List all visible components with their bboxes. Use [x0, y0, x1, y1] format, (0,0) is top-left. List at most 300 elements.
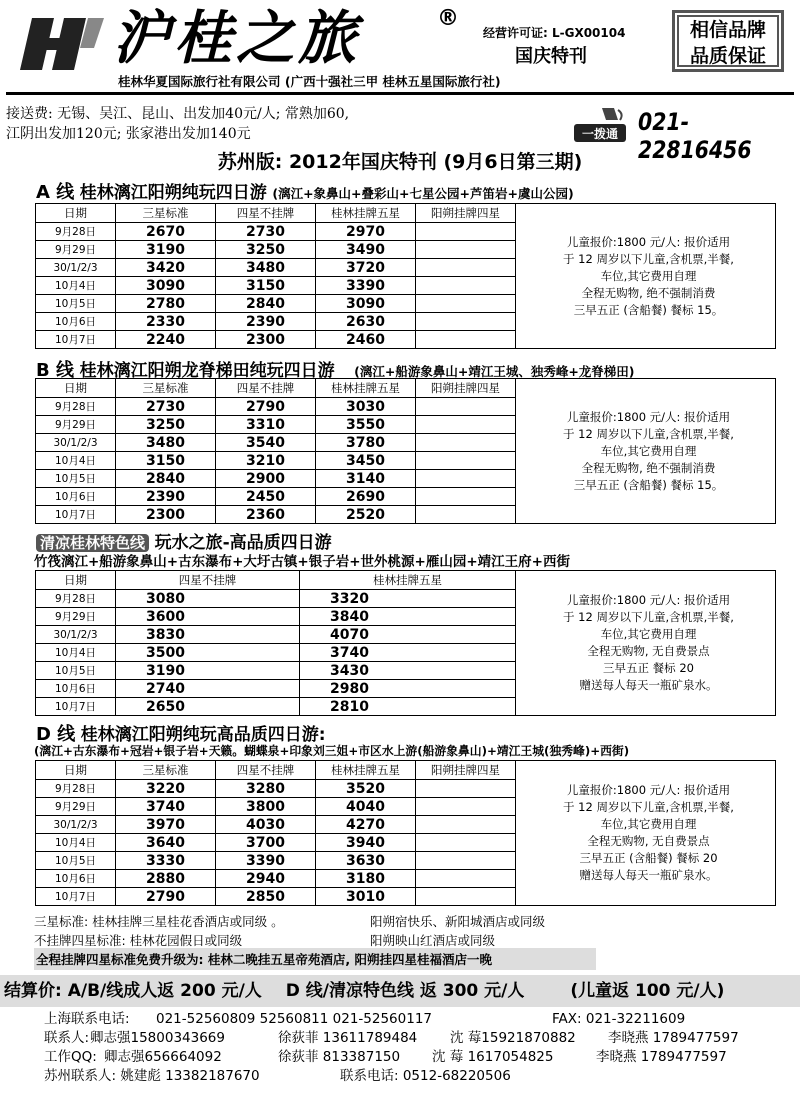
price-value: 2780 [146, 295, 185, 312]
price-cell [300, 590, 516, 608]
price-value: 3970 [146, 816, 185, 833]
price-value: 2520 [346, 506, 385, 523]
price-cell [216, 870, 316, 888]
price-cell [300, 626, 516, 644]
price-cell [316, 798, 416, 816]
edition-title: 苏州版: 2012年国庆特刊 (9月6日第三期) [217, 151, 583, 173]
header-divider [6, 92, 794, 95]
price-value: 2810 [330, 698, 369, 715]
column-header: 桂林挂牌五星 [316, 379, 416, 398]
price-cell [116, 590, 300, 608]
price-cell [316, 434, 416, 452]
table-header-row [36, 379, 776, 398]
price-cell [316, 259, 416, 277]
price-value: 3940 [346, 834, 385, 851]
hotline-number[interactable]: 021-22816456 [638, 108, 752, 164]
price-value: 2390 [146, 488, 185, 505]
date-cell: 10月4日 [36, 452, 116, 470]
price-value: 3550 [346, 416, 385, 433]
price-cell [216, 506, 316, 524]
note-line: 全程无购物, 绝不强制消费 [581, 460, 716, 475]
hotel-yangshuo-1: 阳朔宿快乐、新阳城酒店或同级 [370, 914, 546, 929]
price-value: 2690 [346, 488, 385, 505]
price-value: 2730 [246, 223, 285, 240]
price-cell [216, 223, 316, 241]
note-line: 三早五正 餐标 20 [603, 661, 694, 675]
price-value: 3390 [346, 277, 385, 294]
price-cell [116, 452, 216, 470]
price-value: 3220 [146, 780, 185, 797]
price-cell [216, 852, 316, 870]
price-value: 3640 [146, 834, 185, 851]
phone-icon [570, 104, 630, 144]
empty-cell [416, 434, 516, 452]
empty-cell [416, 241, 516, 259]
price-value: 3140 [346, 470, 385, 487]
sh-phone-label: 上海联系电话: [44, 1011, 130, 1027]
empty-cell [416, 452, 516, 470]
note-line: 赠送每人每天一瓶矿泉水。 [579, 678, 718, 692]
settlement-ab: 结算价: A/B/线成人返 200 元/人 [4, 981, 262, 1001]
price-value: 4030 [246, 816, 285, 833]
empty-cell [416, 506, 516, 524]
price-value: 3450 [346, 452, 385, 469]
price-value: 4040 [346, 798, 385, 815]
hotel-standards [34, 913, 594, 949]
note-line: 三早五正 (含船餐) 餐标 20 [579, 851, 718, 865]
price-value: 2390 [246, 313, 285, 330]
price-cell [316, 416, 416, 434]
price-cell [116, 331, 216, 349]
price-cell [116, 608, 300, 626]
empty-cell [416, 780, 516, 798]
price-value: 3420 [146, 259, 185, 276]
price-cell [116, 259, 216, 277]
note-line: 三早五正 (含船餐) 餐标 15。 [573, 477, 724, 492]
route-a-header [36, 178, 574, 204]
note-line: 赠送每人每天一瓶矿泉水。 [579, 868, 718, 882]
note-line: 全程无购物, 无自费景点 [587, 834, 710, 848]
route-c-price-table [35, 570, 776, 716]
date-cell: 9月28日 [36, 398, 116, 416]
badge-line-1: 相信品牌 [689, 19, 766, 41]
price-value: 3740 [330, 644, 369, 661]
price-cell [116, 698, 300, 716]
price-cell [216, 434, 316, 452]
sh-phone-numbers[interactable]: 021-52560809 52560811 021-52560117 [156, 1011, 432, 1027]
route-d-letter: D 线 [36, 724, 76, 745]
price-value: 3150 [246, 277, 285, 294]
note-line: 于 12 周岁以下儿童,含机票,半餐, [563, 610, 734, 624]
price-cell [116, 488, 216, 506]
date-cell: 10月6日 [36, 680, 116, 698]
empty-cell [416, 331, 516, 349]
price-cell [216, 416, 316, 434]
price-cell [300, 680, 516, 698]
route-c-itinerary: 竹筏漓江+船游象鼻山+古东瀑布+大圩古镇+银子岩+世外桃源+雁山园+靖江王府+西街 [34, 554, 570, 570]
empty-cell [416, 259, 516, 277]
route-a-name: 桂林漓江阳朔纯玩四日游 [79, 183, 267, 203]
date-cell: 10月7日 [36, 506, 116, 524]
price-value: 3700 [246, 834, 285, 851]
price-value: 3600 [146, 608, 185, 625]
route-a-price-table [35, 203, 776, 349]
child-price-note [516, 761, 776, 906]
note-line: 全程无购物, 绝不强制消费 [581, 285, 716, 300]
column-header: 四星不挂牌 [116, 571, 300, 590]
price-value: 3280 [246, 780, 285, 797]
hotel-three-star: 三星标准: 桂林挂牌三星桂花香酒店或同级 。 [34, 914, 284, 929]
column-header: 桂林挂牌五星 [316, 204, 416, 223]
price-value: 3310 [246, 416, 285, 433]
price-cell [316, 488, 416, 506]
date-cell: 10月5日 [36, 662, 116, 680]
contact-info [44, 1010, 784, 1086]
price-value: 2730 [146, 398, 185, 415]
date-cell: 10月5日 [36, 470, 116, 488]
qq-contact[interactable]: 沈 莓 1617054825 [432, 1049, 554, 1065]
note-line: 车位,其它费用自理 [600, 627, 697, 641]
note-line: 儿童报价:1800 元/人: 报价适用 [566, 783, 731, 797]
price-value: 3180 [346, 870, 385, 887]
route-a-itinerary: (漓江+象鼻山+叠彩山+七星公园+芦笛岩+虞山公园) [272, 186, 574, 201]
price-value: 3080 [146, 590, 185, 607]
price-cell [300, 662, 516, 680]
column-header: 四星不挂牌 [216, 761, 316, 780]
price-cell [216, 834, 316, 852]
price-cell [116, 313, 216, 331]
price-value: 3250 [246, 241, 285, 258]
empty-cell [416, 816, 516, 834]
column-header: 阳朔挂牌四星 [416, 204, 516, 223]
date-cell: 9月28日 [36, 590, 116, 608]
date-cell: 10月6日 [36, 313, 116, 331]
suzhou-contact-person[interactable]: 苏州联系人: 姚建彪 13382187670 [44, 1068, 260, 1084]
price-value: 3090 [346, 295, 385, 312]
empty-cell [416, 223, 516, 241]
price-value: 2300 [146, 506, 185, 523]
price-value: 3740 [146, 798, 185, 815]
note-line: 儿童报价:1800 元/人: 报价适用 [566, 593, 731, 607]
note-line: 儿童报价:1800 元/人: 报价适用 [566, 409, 731, 424]
date-cell: 30/1/2/3 [36, 259, 116, 277]
price-cell [116, 241, 216, 259]
price-cell [116, 626, 300, 644]
price-cell [116, 434, 216, 452]
suzhou-contact-phone[interactable]: 联系电话: 0512-68220506 [340, 1068, 511, 1084]
price-cell [116, 798, 216, 816]
badge-line-2: 品质保证 [689, 45, 766, 67]
table-header-row [36, 761, 776, 780]
price-cell [316, 241, 416, 259]
price-value: 3780 [346, 434, 385, 451]
price-cell [116, 416, 216, 434]
price-cell [216, 295, 316, 313]
price-value: 2850 [246, 888, 285, 905]
price-cell [116, 223, 216, 241]
column-header: 三星标准 [116, 379, 216, 398]
price-value: 4070 [330, 626, 369, 643]
price-value: 2300 [246, 331, 285, 348]
price-value: 3430 [330, 662, 369, 679]
price-value: 2970 [346, 223, 385, 240]
price-cell [216, 241, 316, 259]
price-value: 2670 [146, 223, 185, 240]
price-value: 2790 [146, 888, 185, 905]
shuttle-line-1: 接送费: 无锡、吴江、昆山、出发加40元/人; 常熟加60, [6, 106, 350, 122]
price-cell [116, 780, 216, 798]
price-value: 3720 [346, 259, 385, 276]
qq-contact[interactable]: 徐荻菲 813387150 [278, 1049, 401, 1065]
price-cell [216, 259, 316, 277]
note-line: 于 12 周岁以下儿童,含机票,半餐, [563, 426, 734, 441]
column-header: 四星不挂牌 [216, 204, 316, 223]
column-header: 阳朔挂牌四星 [416, 379, 516, 398]
date-cell: 10月7日 [36, 698, 116, 716]
column-header: 三星标准 [116, 761, 216, 780]
price-value: 3520 [346, 780, 385, 797]
qq-contact[interactable]: 李晓燕 1789477597 [596, 1049, 727, 1065]
contact-person[interactable]: 沈 莓15921870882 [450, 1030, 576, 1046]
hotel-yangshuo-2: 阳朔映山红酒店或同级 [370, 933, 496, 948]
price-value: 3330 [146, 852, 185, 869]
price-value: 3190 [146, 662, 185, 679]
route-c-name: 玩水之旅-高品质四日游 [154, 533, 332, 553]
price-cell [316, 295, 416, 313]
price-cell [316, 816, 416, 834]
empty-cell [416, 488, 516, 506]
price-value: 4270 [346, 816, 385, 833]
registered-mark: ® [437, 6, 459, 31]
note-line: 全程无购物, 无自费景点 [587, 644, 710, 658]
price-cell [116, 680, 300, 698]
route-d-itinerary: (漓江+古东瀑布+冠岩+银子岩+天籁。蝴蝶泉+印象刘三姐+市区水上游(船游象鼻山)+靖江王城(独秀峰)+西街) [34, 744, 630, 758]
price-value: 3490 [346, 241, 385, 258]
note-line: 于 12 周岁以下儿童,含机票,半餐, [563, 251, 734, 266]
price-cell [216, 452, 316, 470]
price-value: 3830 [146, 626, 185, 643]
column-header: 三星标准 [116, 204, 216, 223]
price-cell [316, 452, 416, 470]
price-cell [116, 506, 216, 524]
price-cell [216, 798, 316, 816]
route-d-name: 桂林漓江阳朔纯玩高品质四日游: [80, 725, 326, 745]
empty-cell [416, 870, 516, 888]
contact-people-label: 联系人: [44, 1030, 90, 1046]
price-cell [116, 816, 216, 834]
price-value: 3030 [346, 398, 385, 415]
price-cell [116, 834, 216, 852]
route-a-letter: A 线 [36, 182, 75, 203]
price-cell [216, 398, 316, 416]
price-cell [216, 277, 316, 295]
price-cell [216, 816, 316, 834]
price-cell [116, 662, 300, 680]
price-cell [116, 852, 216, 870]
date-cell: 9月28日 [36, 223, 116, 241]
price-cell [316, 313, 416, 331]
column-header: 日期 [36, 571, 116, 590]
price-value: 2650 [146, 698, 185, 715]
price-cell [300, 608, 516, 626]
settlement-child: (儿童返 100 元/人) [570, 981, 725, 1001]
price-value: 3500 [146, 644, 185, 661]
price-value: 2450 [246, 488, 285, 505]
price-value: 3540 [246, 434, 285, 451]
empty-cell [416, 295, 516, 313]
empty-cell [416, 888, 516, 906]
date-cell: 9月29日 [36, 416, 116, 434]
empty-cell [416, 798, 516, 816]
note-line: 车位,其它费用自理 [600, 268, 697, 283]
price-cell [216, 331, 316, 349]
price-value: 3210 [246, 452, 285, 469]
price-cell [216, 470, 316, 488]
price-cell [116, 398, 216, 416]
note-line: 于 12 周岁以下儿童,含机票,半餐, [563, 800, 734, 814]
route-b-name: 桂林漓江阳朔龙脊梯田纯玩四日游 [79, 361, 335, 381]
license-number: 经营许可证: L-GX00104 [483, 26, 626, 40]
price-value: 3090 [146, 277, 185, 294]
date-cell: 10月7日 [36, 331, 116, 349]
price-value: 3150 [146, 452, 185, 469]
date-cell: 30/1/2/3 [36, 816, 116, 834]
price-cell [216, 313, 316, 331]
price-value: 2980 [330, 680, 369, 697]
date-cell: 10月4日 [36, 644, 116, 662]
shuttle-line-2: 江阴出发加120元; 张家港出发加140元 [6, 126, 251, 142]
table-header-row [36, 204, 776, 223]
price-cell [316, 223, 416, 241]
date-cell: 10月4日 [36, 834, 116, 852]
hotline-label: 一拨通 [581, 127, 619, 141]
contact-person[interactable]: 卿志强15800343669 [90, 1030, 225, 1046]
settlement-d: D 线/清凉特色线 返 300 元/人 [285, 981, 525, 1001]
price-cell [216, 488, 316, 506]
note-line: 三早五正 (含船餐) 餐标 15。 [573, 302, 724, 317]
qq-contact[interactable]: 卿志强656664092 [104, 1049, 222, 1065]
column-header: 日期 [36, 204, 116, 223]
date-cell: 9月29日 [36, 608, 116, 626]
price-value: 3190 [146, 241, 185, 258]
empty-cell [416, 852, 516, 870]
date-cell: 10月5日 [36, 295, 116, 313]
company-name: 桂林华夏国际旅行社有限公司 (广西十强社三甲 桂林五星国际旅行社) [118, 74, 501, 89]
column-header: 日期 [36, 761, 116, 780]
note-line: 儿童报价:1800 元/人: 报价适用 [566, 234, 731, 249]
child-price-note [516, 379, 776, 524]
price-value: 3320 [330, 590, 369, 607]
price-cell [116, 888, 216, 906]
table-header-row [36, 571, 776, 590]
price-value: 2840 [146, 470, 185, 487]
date-cell: 10月4日 [36, 277, 116, 295]
qq-label: 工作QQ: [44, 1049, 97, 1065]
price-cell [316, 834, 416, 852]
column-header: 四星不挂牌 [216, 379, 316, 398]
company-logo [14, 8, 106, 80]
quality-badge [672, 10, 784, 72]
date-cell: 9月28日 [36, 780, 116, 798]
brand-name: 沪桂之旅 [112, 4, 361, 72]
column-header: 桂林挂牌五星 [300, 571, 516, 590]
note-line: 车位,其它费用自理 [600, 443, 697, 458]
price-value: 2880 [146, 870, 185, 887]
date-cell: 10月5日 [36, 852, 116, 870]
price-value: 2630 [346, 313, 385, 330]
price-cell [316, 870, 416, 888]
price-value: 3480 [146, 434, 185, 451]
date-cell: 30/1/2/3 [36, 626, 116, 644]
route-d-price-table [35, 760, 776, 906]
note-line: 车位,其它费用自理 [600, 817, 697, 831]
price-cell [116, 277, 216, 295]
column-header: 日期 [36, 379, 116, 398]
fax-number: FAX: 021-32211609 [552, 1011, 686, 1027]
price-cell [316, 506, 416, 524]
column-header: 阳朔挂牌四星 [416, 761, 516, 780]
price-value: 2940 [246, 870, 285, 887]
empty-cell [416, 277, 516, 295]
price-cell [216, 780, 316, 798]
date-cell: 9月29日 [36, 798, 116, 816]
price-value: 2900 [246, 470, 285, 487]
price-value: 3630 [346, 852, 385, 869]
price-value: 2360 [246, 506, 285, 523]
price-value: 3010 [346, 888, 385, 905]
column-header: 桂林挂牌五星 [316, 761, 416, 780]
price-value: 3840 [330, 608, 369, 625]
price-cell [216, 888, 316, 906]
price-value: 3480 [246, 259, 285, 276]
price-value: 2330 [146, 313, 185, 330]
empty-cell [416, 416, 516, 434]
route-b-letter: B 线 [36, 360, 74, 381]
route-b-price-table [35, 378, 776, 524]
empty-cell [416, 398, 516, 416]
price-value: 3800 [246, 798, 285, 815]
date-cell: 10月7日 [36, 888, 116, 906]
date-cell: 10月6日 [36, 870, 116, 888]
route-c-tag: 清凉桂林特色线 [36, 534, 149, 552]
special-issue-title: 国庆特刊 [515, 46, 587, 67]
price-cell [316, 852, 416, 870]
price-cell [116, 870, 216, 888]
empty-cell [416, 470, 516, 488]
contact-person[interactable]: 李晓燕 1789477597 [608, 1030, 739, 1046]
empty-cell [416, 313, 516, 331]
hotel-upgrade-note: 全程挂牌四星标准免费升级为: 桂林二晚挂五星帝苑酒店, 阳朔挂四星桂福酒店一晚 [34, 948, 596, 970]
price-value: 2240 [146, 331, 185, 348]
price-cell [116, 295, 216, 313]
price-cell [316, 888, 416, 906]
price-cell [300, 644, 516, 662]
price-cell [316, 780, 416, 798]
price-cell [116, 470, 216, 488]
price-value: 2840 [246, 295, 285, 312]
settlement-bar [0, 975, 800, 1007]
price-cell [316, 398, 416, 416]
price-cell [300, 698, 516, 716]
empty-cell [416, 834, 516, 852]
shuttle-fee-info [6, 104, 526, 144]
child-price-note [516, 571, 776, 716]
route-b-itinerary: (漓江+船游象鼻山+靖江王城、独秀峰+龙脊梯田) [354, 364, 635, 379]
hotel-unrated-four: 不挂牌四星标准: 桂林花园假日或同级 [34, 933, 243, 948]
child-price-note [516, 204, 776, 349]
price-value: 2460 [346, 331, 385, 348]
contact-person[interactable]: 徐荻菲 13611789484 [278, 1030, 418, 1046]
